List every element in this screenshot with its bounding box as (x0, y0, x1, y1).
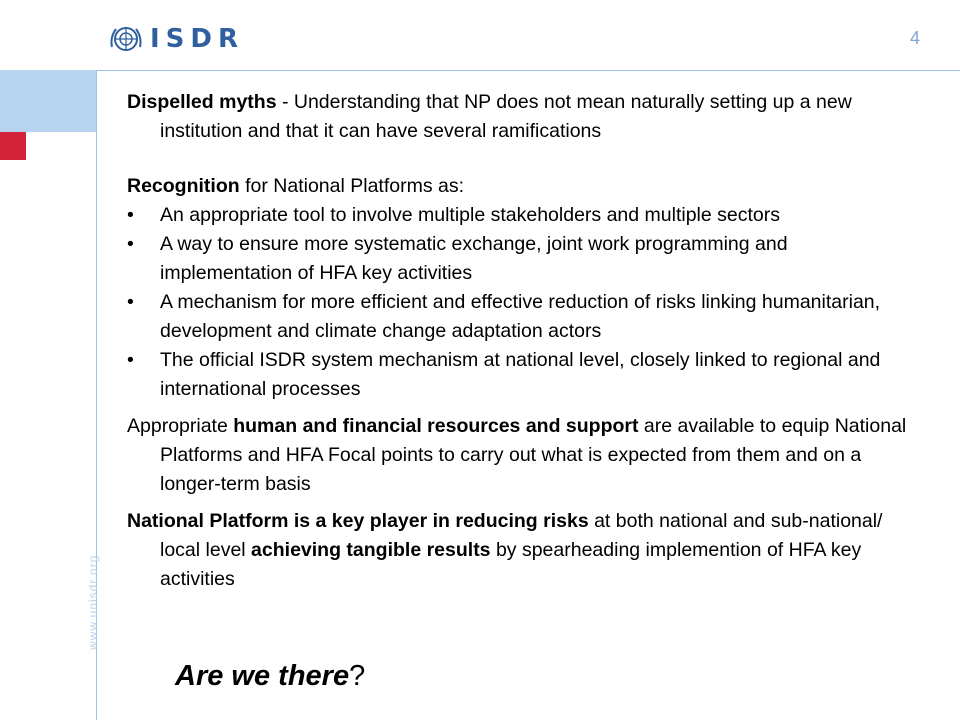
paragraph-resources (127, 412, 907, 499)
bullet-icon: • (127, 233, 134, 255)
website-url: www.unisdr.org (86, 554, 100, 650)
recognition-list (127, 201, 907, 404)
national-platform-emphasis: National Platform is a key player in reducing risks (127, 510, 589, 532)
bullet-icon: • (127, 349, 134, 371)
closing-question (175, 660, 365, 693)
list-item-text: The official ISDR system mechanism at national level, closely linked to regional and international processes (160, 349, 881, 400)
list-item (127, 230, 907, 288)
bullet-icon: • (127, 291, 134, 313)
logo-text: ISDR (150, 24, 245, 54)
recognition-text: for National Platforms as: (239, 175, 465, 197)
blue-accent-band (0, 70, 97, 132)
isdr-logo (108, 20, 244, 58)
national-platform-text-mid: at both national and sub-national/ local level (160, 510, 883, 561)
top-left-band (0, 0, 26, 70)
bullet-icon: • (127, 204, 134, 226)
list-item-text: An appropriate tool to involve multiple stakeholders and multiple sectors (160, 204, 781, 226)
recognition-heading: Recognition (127, 175, 240, 197)
closing-question-emphasis: Are we there (175, 660, 350, 692)
resources-text: are available to equip National Platforms and HFA Focal points to carry out what is expected from them and on a longer-term basis (160, 415, 907, 495)
list-item-text: A way to ensure more systematic exchange, joint work programming and implementation of HFA key activities (160, 233, 788, 284)
list-item-text: A mechanism for more efficient and effective reduction of risks linking humanitarian, development and climate change adaptation actors (160, 291, 881, 342)
page-number: 4 (909, 28, 920, 48)
resources-text-pre: Appropriate (127, 415, 234, 437)
slide-body (127, 88, 907, 594)
paragraph-dispelled-myths (127, 88, 907, 146)
paragraph-recognition (127, 172, 907, 201)
tangible-results-emphasis: achieving tangible results (251, 539, 491, 561)
list-item (127, 201, 907, 230)
list-item (127, 288, 907, 346)
national-platform-text: by spearheading implemention of HFA key activities (160, 539, 862, 590)
dispelled-myths-text: - Understanding that NP does not mean naturally setting up a new institution and that it can have several ramifications (160, 91, 852, 142)
header-rule (97, 70, 960, 71)
red-accent-square (0, 132, 26, 160)
dispelled-myths-heading: Dispelled myths (127, 91, 277, 113)
closing-question-mark: ? (349, 660, 366, 692)
paragraph-national-platform (127, 507, 907, 594)
resources-emphasis: human and financial resources and support (233, 415, 639, 437)
list-item (127, 346, 907, 404)
un-emblem-icon (108, 21, 144, 57)
